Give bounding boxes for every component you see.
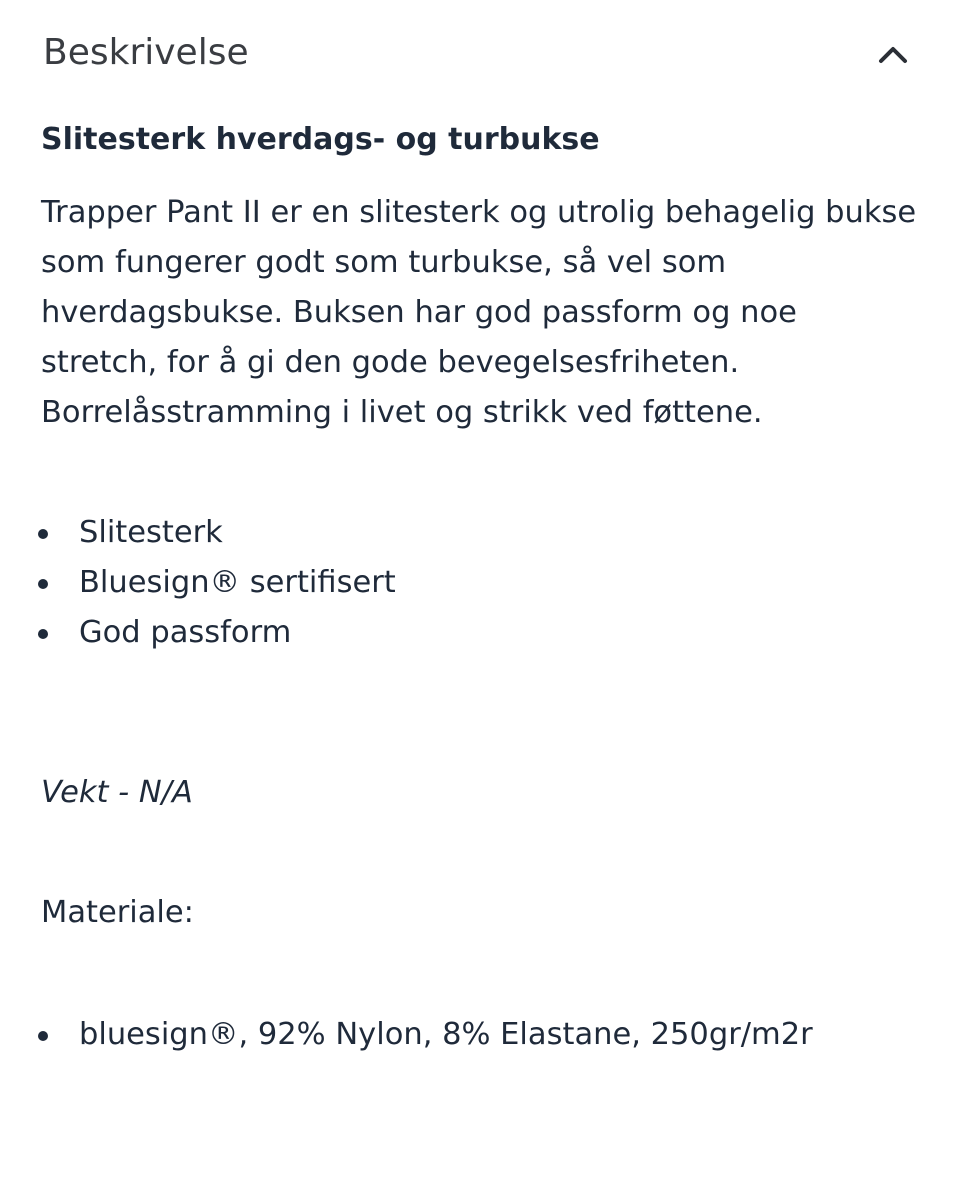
accordion-header[interactable] — [43, 28, 913, 78]
description-text: Trapper Pant II er en slitesterk og utrolig behagelig bukse som fungerer godt som turbukse, så vel som hverdagsbukse. Buksen har god passform og noe stretch, for å gi den gode bevegelsesfriheten. Borrelåsstramming i livet og strikk ved føttene. — [41, 195, 917, 430]
product-heading: Slitesterk hverdags- og turbukse — [41, 122, 600, 157]
material-item: bluesign®, 92% Nylon, 8% Elastane, 250gr/m2r — [41, 1010, 921, 1060]
chevron-up-icon[interactable] — [873, 34, 913, 74]
material-label: Materiale: — [41, 895, 194, 930]
feature-item: Bluesign® sertifisert — [41, 558, 921, 608]
feature-item: God passform — [41, 608, 921, 658]
description-content — [41, 118, 921, 1060]
weight-text: Vekt - N/A — [41, 775, 193, 810]
material-list — [41, 1010, 921, 1060]
feature-item: Slitesterk — [41, 508, 921, 558]
feature-list — [41, 508, 921, 658]
accordion-title: Beskrivelse — [43, 32, 249, 73]
